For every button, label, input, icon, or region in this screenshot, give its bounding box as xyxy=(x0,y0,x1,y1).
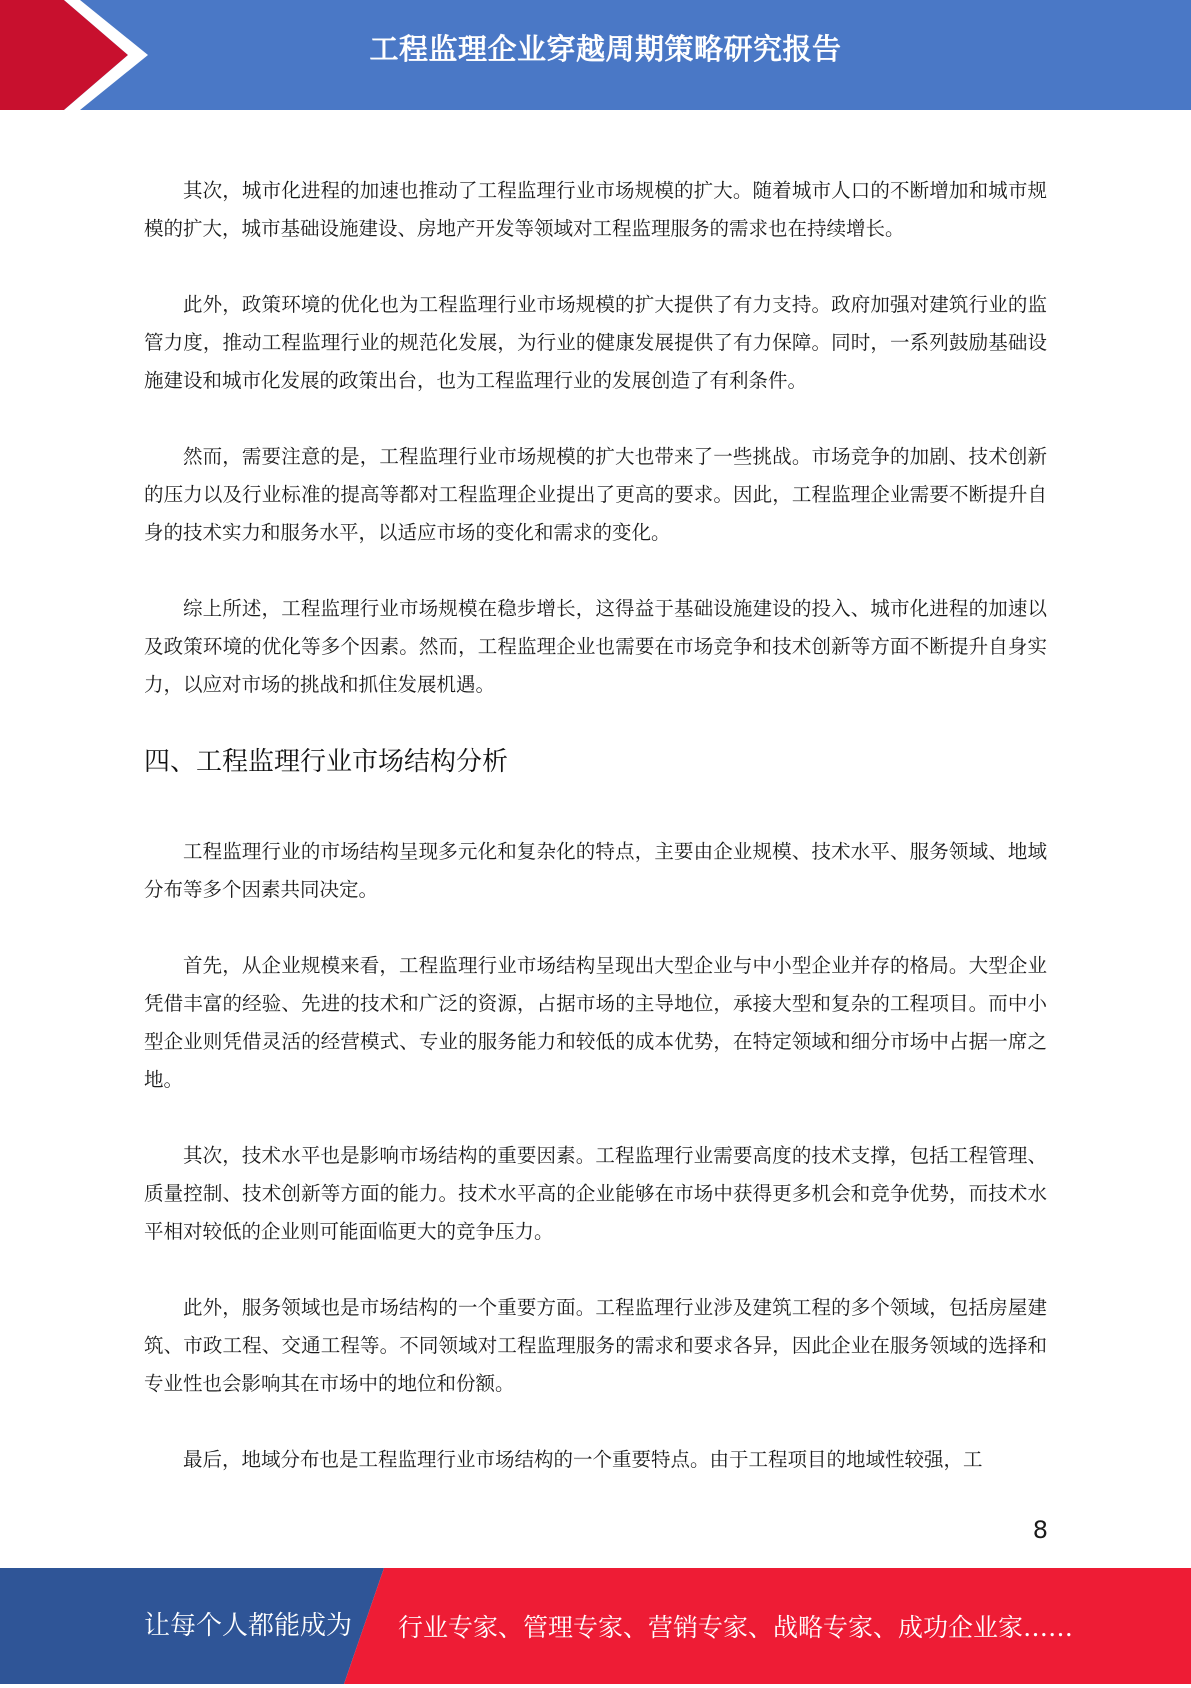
page-header xyxy=(0,0,1191,110)
body-paragraph: 此外，服务领域也是市场结构的一个重要方面。工程监理行业涉及建筑工程的多个领域，包括房屋建筑、市政工程、交通工程等。不同领域对工程监理服务的需求和要求各异，因此企业在服务领域的选择和专业性也会影响其在市场中的地位和份额。 xyxy=(144,1296,1047,1395)
footer-slogan-left: 让每个人都能成为 xyxy=(144,1611,353,1641)
page-number: 8 xyxy=(1032,1516,1048,1544)
body-paragraph: 综上所述，工程监理行业市场规模在稳步增长，这得益于基础设施建设的投入、城市化进程的加速以及政策环境的优化等多个因素。然而，工程监理企业也需要在市场竞争和技术创新等方面不断提升自身实力，以应对市场的挑战和抓住发展机遇。 xyxy=(144,597,1047,696)
body-paragraph: 然而，需要注意的是，工程监理行业市场规模的扩大也带来了一些挑战。市场竞争的加剧、技术创新的压力以及行业标准的提高等都对工程监理企业提出了更高的要求。因此，工程监理企业需要不断提升自身的技术实力和服务水平，以适应市场的变化和需求的变化。 xyxy=(144,445,1047,544)
body-paragraph: 最后，地域分布也是工程监理行业市场结构的一个重要特点。由于工程项目的地域性较强，工 xyxy=(183,1448,983,1471)
section-heading: 四、工程监理行业市场结构分析 xyxy=(144,747,509,777)
report-title: 工程监理企业穿越周期策略研究报告 xyxy=(369,32,842,66)
footer-slogan-right: 行业专家、管理专家、营销专家、战略专家、成功企业家…… xyxy=(398,1613,1074,1642)
body-paragraph: 首先，从企业规模来看，工程监理行业市场结构呈现出大型企业与中小型企业并存的格局。大型企业凭借丰富的经验、先进的技术和广泛的资源，占据市场的主导地位，承接大型和复杂的工程项目。而中小型企业则凭借灵活的经营模式、专业的服务能力和较低的成本优势，在特定领域和细分市场中占据一席之地。 xyxy=(144,954,1047,1091)
page-body xyxy=(144,172,1047,1517)
body-paragraph: 其次，城市化进程的加速也推动了工程监理行业市场规模的扩大。随着城市人口的不断增加和城市规模的扩大，城市基础设施建设、房地产开发等领域对工程监理服务的需求也在持续增长。 xyxy=(144,179,1047,240)
body-paragraph: 此外，政策环境的优化也为工程监理行业市场规模的扩大提供了有力支持。政府加强对建筑行业的监管力度，推动工程监理行业的规范化发展，为行业的健康发展提供了有力保障。同时，一系列鼓励基础设施建设和城市化发展的政策出台，也为工程监理行业的发展创造了有利条件。 xyxy=(144,293,1047,392)
page-footer xyxy=(0,1568,1191,1684)
body-paragraph: 其次，技术水平也是影响市场结构的重要因素。工程监理行业需要高度的技术支撑，包括工程管理、质量控制、技术创新等方面的能力。技术水平高的企业能够在市场中获得更多机会和竞争优势，而技术水平相对较低的企业则可能面临更大的竞争压力。 xyxy=(144,1144,1047,1243)
body-paragraph: 工程监理行业的市场结构呈现多元化和复杂化的特点，主要由企业规模、技术水平、服务领域、地域分布等多个因素共同决定。 xyxy=(144,840,1047,901)
